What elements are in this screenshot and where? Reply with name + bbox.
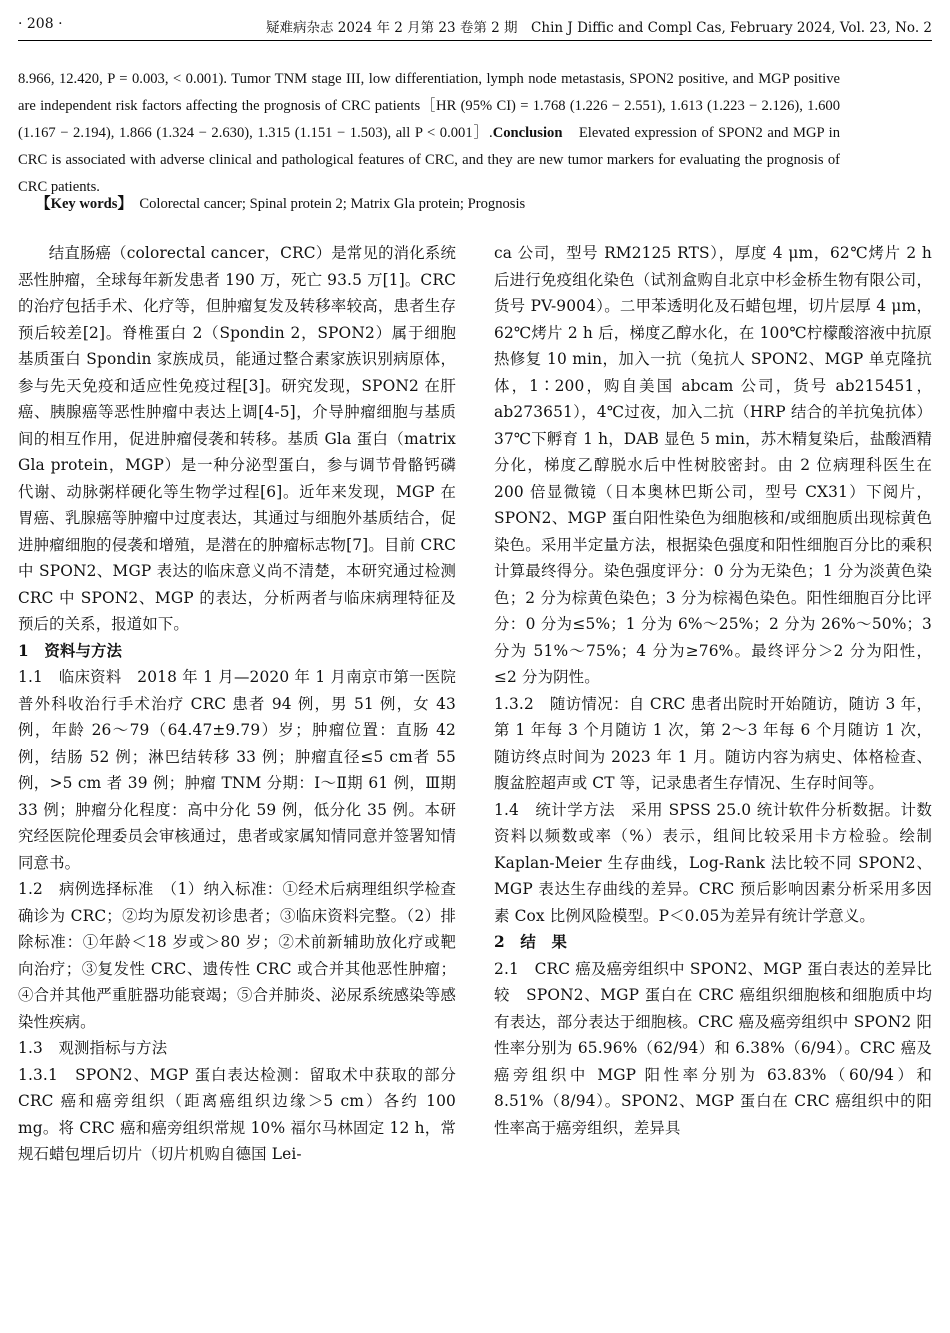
keywords-label: 【Key words】 — [36, 196, 125, 212]
conclusion-label: Conclusion — [492, 125, 563, 141]
subheading-observation: 1.3 观测指标与方法 — [18, 1039, 168, 1057]
conclusion-text: Elevated expression of SPON2 and MGP in CRC is associated with adverse clinical and pathological features of CRC, and they are new tumor markers for evaluating the prognosis of CRC patients. — [18, 125, 840, 195]
section-heading-results: 2 结 果 — [494, 933, 568, 951]
journal-running-title: 疑难病杂志 2024 年 2 月第 23 卷第 2 期 Chin J Diffic and Compl Cas, February 2024, Vol. 23, No. 2 — [266, 20, 932, 36]
left-column — [18, 240, 456, 1168]
paragraph-selection-criteria: 1.2 病例选择标准 （1）纳入标准：①经术后病理组织学检查确诊为 CRC；②均为原发初诊患者；③临床资料完整。（2）排除标准：①年龄＜18 岁或＞80 岁；②术前新辅助放化疗或靶向治疗；③复发性 CRC、遗传性 CRC 或合并其他恶性肿瘤；④合并其他严重脏器功能衰竭；⑤合并肺炎、泌尿系统感染等感染性疾病。 — [18, 880, 456, 1031]
paragraph-clinical-data: 1.1 临床资料 2018 年 1 月—2020 年 1 月南京市第一医院普外科收治行手术治疗 CRC 患者 94 例，男 51 例，女 43 例，年龄 26～79（64.47±9.79）岁；肿瘤位置：直肠 42 例，结肠 52 例；淋巴结转移 33 例；肿瘤直径≤5 cm者 55 例，>5 cm 者 39 例；肿瘤 TNM 分期：Ⅰ～Ⅱ期 61 例，Ⅲ期 33 例；肿瘤分化程度：高中分化 59 例，低分化 35 例。本研究经医院伦理委员会审核通过，患者或家属知情同意并签署知情同意书。 — [18, 668, 456, 872]
page-header — [18, 10, 932, 41]
intro-paragraph: 结直肠癌（colorectal cancer，CRC）是常见的消化系统恶性肿瘤，全球每年新发患者 190 万，死亡 93.5 万[1]。CRC 的治疗包括手术、化疗等，但肿瘤复发及转移率较高，患者生存预后较差[2]。脊椎蛋白 2（Spondin 2，SPON2）属于细胞基质蛋白 Spondin 家族成员，能通过整合素家族识别病原体，参与先天免疫和适应性免疫过程[3]。研究发现，SPON2 在肝癌、胰腺癌等恶性肿瘤中表达上调[4-5]，介导肿瘤细胞与基质间的相互作用，促进肿瘤侵袭和转移。基质 Gla 蛋白（matrix Gla protein，MGP）是一种分泌型蛋白，参与调节骨骼钙磷代谢、动脉粥样硬化等生物学过程[6]。近年来发现，MGP 在胃癌、乳腺癌等肿瘤中过度表达，其通过与细胞外基质结合，促进肿瘤细胞的侵袭和增殖，是潜在的肿瘤标志物[7]。目前 CRC 中 SPON2、MGP 表达的临床意义尚不清楚，本研究通过检测 CRC 中 SPON2、MGP 的表达，分析两者与临床病理特征及预后的关系，报道如下。 — [18, 244, 456, 633]
paragraph-protein-detection: 1.3.1 SPON2、MGP 蛋白表达检测：留取术中获取的部分 CRC 癌和癌旁组织（距离癌组织边缘＞5 cm）各约 100 mg。将 CRC 癌和癌旁组织常规 10% 福尔马林固定 12 h，常规石蜡包埋后切片（切片机购自德国 Lei- — [18, 1065, 456, 1163]
abstract-text — [18, 66, 840, 201]
section-heading-methods: 1 资料与方法 — [18, 641, 123, 660]
keywords-line — [36, 192, 525, 213]
keywords-text: Colorectal cancer; Spinal protein 2; Matrix Gla protein; Prognosis — [124, 196, 526, 212]
english-abstract — [18, 66, 840, 201]
right-column — [494, 240, 932, 1141]
page-number: · 208 · — [18, 16, 63, 32]
paragraph-statistics: 1.4 统计学方法 采用 SPSS 25.0 统计软件分析数据。计数资料以频数或率（%）表示，组间比较采用卡方检验。绘制 Kaplan-Meier 生存曲线，Log-Rank 法比较不同 SPON2、MGP 表达生存曲线的差异。CRC 预后影响因素分析采用多因素 Cox 比例风险模型。P＜0.05为差异有统计学意义。 — [494, 800, 932, 925]
paragraph-results-2-1: 2.1 CRC 癌及癌旁组织中 SPON2、MGP 蛋白表达的差异比较 SPON2、MGP 蛋白在 CRC 癌组织细胞核和细胞质中均有表达，部分表达于细胞核。CRC 癌及癌旁组织中 SPON2 阳性率分别为 65.96%（62/94）和 6.38%（6/94）。CRC 癌及癌旁组织中 MGP 阳性率分别为 63.83%（60/94）和 8.51%（8/94）。SPON2、MGP 蛋白在 CRC 癌组织中的阳性率高于癌旁组织，差异具 — [494, 959, 932, 1137]
abstract-results-tail: 8.966, 12.420, P = 0.003, < 0.001). Tumor TNM stage III, low differentiation, lymph node metastasis, SPON2 positive, and MGP positive are independent risk factors affecting the prognosis of CRC patients［HR (95% CI) = 1.768 (1.226 − 2.551), 1.613 (1.223 − 2.126), 1.600 (1.167 − 2.194), 1.866 (1.324 − 2.630), 1.315 (1.151 − 1.503), all P < 0.001］. — [18, 71, 840, 141]
paragraph-follow-up: 1.3.2 随访情况：自 CRC 患者出院时开始随访，随访 3 年，第 1 年每 3 个月随访 1 次，第 2～3 年每 6 个月随访 1 次，随访终点时间为 2023 年 1 月。随访内容为病史、体格检查、腹盆腔超声或 CT 等，记录患者生存情况、生存时间等。 — [494, 694, 932, 792]
paragraph-staining-method: ca 公司，型号 RM2125 RTS），厚度 4 μm，62℃烤片 2 h 后进行免疫组化染色（试剂盒购自北京中杉金桥生物有限公司，货号 PV-9004）。二甲苯透明化及石蜡包埋，切片层厚 4 μm，62℃烤片 2 h 后，梯度乙醇水化，在 100℃柠檬酸溶液中抗原热修复 10 min，加入一抗（兔抗人 SPON2、MGP 单克隆抗体，1∶200，购自美国 abcam 公司，货号 ab215451，ab273651），4℃过夜，加入二抗（HRP 结合的羊抗兔抗体）37℃下孵育 1 h，DAB 显色 5 min，苏木精复染后，盐酸酒精分化，梯度乙醇脱水后中性树胶密封。由 2 位病理科医生在 200 倍显微镜（日本奥林巴斯公司，型号 CX31）下阅片，SPON2、MGP 蛋白阳性染色为细胞核和/或细胞质出现棕黄色染色。采用半定量方法，根据染色强度和阳性细胞百分比的乘积计算最终得分。染色强度评分：0 分为无染色；1 分为淡黄色染色；2 分为棕黄色染色；3 分为棕褐色染色。阳性细胞百分比评分：0 分为≤5%；1 分为 6%～25%；2 分为 26%～50%；3 分为 51%～75%；4 分为≥76%。最终评分＞2 分为阳性，≤2 分为阴性。 — [494, 244, 932, 686]
